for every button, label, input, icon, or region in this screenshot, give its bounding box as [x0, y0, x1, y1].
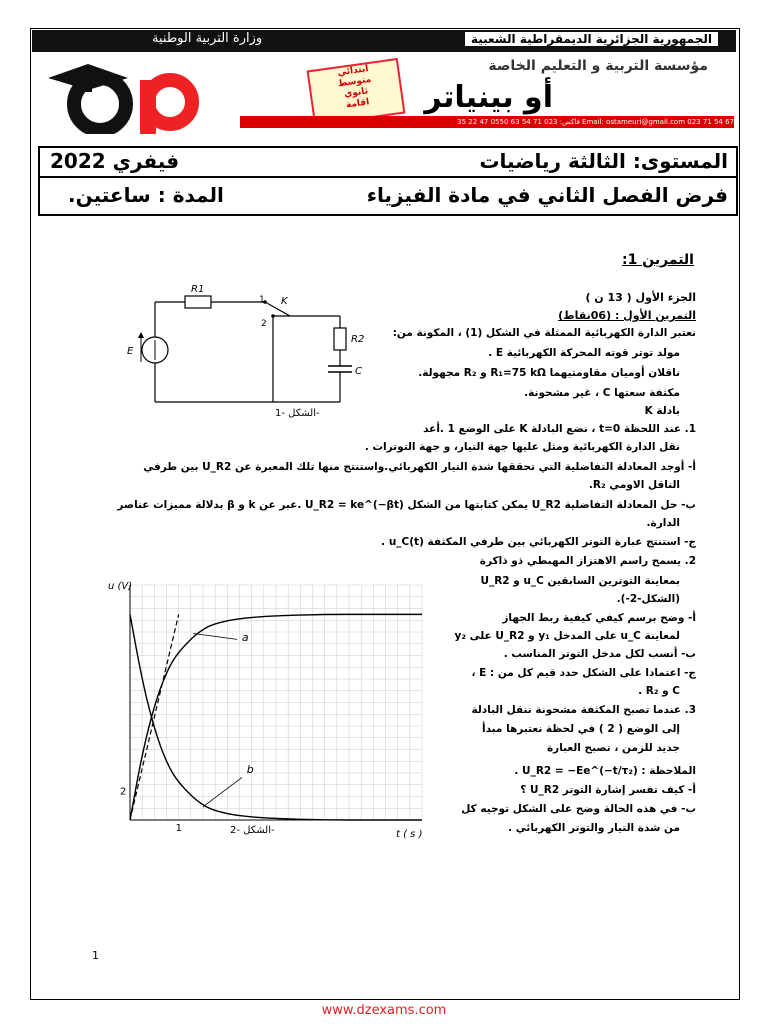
part-title: الجزء الأول ( 13 ن ): [585, 291, 696, 304]
circuit-diagram: [125, 280, 410, 420]
fig2-caption: الشكل -2-: [230, 825, 275, 836]
pos2-label: 2: [261, 319, 267, 329]
q2cq-text: ج- اعتمادا على الشكل حدد قيم كل من : E ،: [471, 667, 696, 679]
school-name: أو بينياتر: [424, 80, 553, 115]
duration-text: المدة : ساعتين.: [68, 183, 224, 207]
voltage-chart: [100, 575, 430, 845]
footer-url[interactable]: www.dzexams.com: [321, 1003, 447, 1018]
q2-text: 2. يسمح راسم الاهتزاز المهبطي ذو ذاكرة: [479, 555, 696, 567]
c-label: C: [355, 366, 362, 377]
level-residence: اقامة: [345, 97, 370, 111]
op-logo-icon: [48, 58, 213, 134]
x-tick-label: 1: [175, 823, 183, 834]
chart-grid: [130, 585, 422, 820]
q2cq2-text: C و R₂ .: [638, 685, 680, 697]
q2bq-text: ب- أنسب لكل مدخل التوتر المناسب .: [503, 648, 696, 660]
q2a-text: أ- وضح برسم كيفي كيفية ربط الجهاز: [502, 612, 696, 624]
x-axis-label: t ( s ): [396, 829, 423, 840]
republic-text: الجمهورية الجزائرية الديمقراطية الشعبية: [465, 32, 718, 46]
bullet-3: مكثفة سعتها C ، غير مشحونة.: [524, 387, 680, 399]
qa-text: أ- أوجد المعادلة التفاضلية التي تحققها شدة التيار الكهربائي.واستنتج منها تلك المعبرة عن U_R2 بين طرفي: [143, 461, 696, 473]
level-text: المستوى: الثالثة رياضيات: [479, 149, 728, 173]
q3c-text: جديد للزمن ، تصبح العبارة: [546, 742, 680, 754]
q3a-text: أ- كيف تفسر إشارة التوتر U_R2 ؟: [520, 784, 696, 796]
page-number: 1: [92, 949, 99, 962]
exam-box: [38, 176, 738, 216]
date-text: فيفري 2022: [50, 149, 180, 173]
leader-b: [203, 777, 242, 806]
bullet-4: بادلة K: [644, 405, 680, 417]
note-text: الملاحظة : U_R2 = −Ee^(−t/τ₂) .: [514, 765, 696, 777]
exam-title: فرض الفصل الثاني في مادة الفيزياء: [366, 183, 728, 207]
level-primary: ابتدائي: [337, 64, 370, 79]
q2c-text: (الشكل-2-).: [616, 593, 680, 605]
bullet-2: ناقلان أوميان مقاومتيهما R₁=75 kΩ و R₂ مجهولة.: [418, 367, 680, 379]
series-b-label: b: [246, 763, 254, 776]
qb2-text: الدارة.: [646, 517, 680, 529]
ministry-text: وزارة التربية الوطنية: [152, 31, 263, 46]
contact-bar: Email: ostameuri@gmail.com 023 71 54 67 فاكس: 023 71 54 63 0550 47 22 35: [240, 116, 734, 128]
y-tick-label: 2: [120, 786, 127, 798]
level-middle: متوسط: [337, 74, 372, 90]
k-label: K: [281, 296, 288, 307]
institution-name: مؤسسة التربية و التعليم الخاصة: [488, 58, 708, 74]
qc-text: ج- استنتج عبارة التوتر الكهربائي بين طرفي المكثفة u_C(t) .: [381, 536, 696, 548]
exercise-title: التمرين 1:: [622, 252, 694, 268]
qb-text: ب- حل المعادلة التفاضلية U_R2 يمكن كتابتها من الشكل U_R2 = ke^(−βt) .عبر عن k و β بدلالة مميزات عناصر: [117, 499, 696, 511]
level-secondary: ثانوي: [343, 86, 369, 100]
q3-text: 3. عندما تصبح المكثفة مشحونة ننقل البادلة: [471, 704, 696, 716]
e-label: E: [127, 346, 134, 357]
q2b-text: بمعاينة التوترين السابقين u_C و U_R2: [480, 575, 680, 587]
fig1-caption: الشكل -1-: [275, 408, 320, 419]
pos1-label: 1: [259, 295, 265, 305]
qa2-text: الناقل الاومي R₂.: [588, 479, 680, 491]
q1-text: 1. عند اللحظة t=0 ، نضع البادلة K على الوضع 1 .أعد: [423, 423, 696, 435]
r1-label: R1: [191, 284, 205, 295]
q2a2-text: لمعاينة u_C على المدخل y₁ و U_R2 على y₂: [454, 630, 680, 642]
level-box: [38, 146, 738, 177]
series-a-label: a: [241, 630, 249, 644]
q3bb-text: ب- في هذه الحالة وضح على الشكل توجيه كل: [461, 803, 696, 815]
exercise1-title: التمرين الأول : (06نقاط): [558, 309, 696, 322]
r2-label: R2: [351, 334, 365, 345]
q1b-text: نقل الدارة الكهربائية ومثل عليها جهة التيار، و جهة التوترات .: [364, 441, 680, 453]
bullet-1: مولد توتر قوته المحركة الكهربائية E .: [488, 347, 680, 359]
q3b-text: إلى الوضع ( 2 ) في لحظة نعتبرها مبدأ: [481, 723, 680, 735]
intro-text: نعتبر الدارة الكهربائية الممثلة في الشكل (1) ، المكونة من:: [392, 327, 696, 339]
q3bb2-text: من شدة التيار والتوتر الكهربائي .: [508, 822, 680, 834]
y-axis-label: u (V): [108, 581, 133, 592]
